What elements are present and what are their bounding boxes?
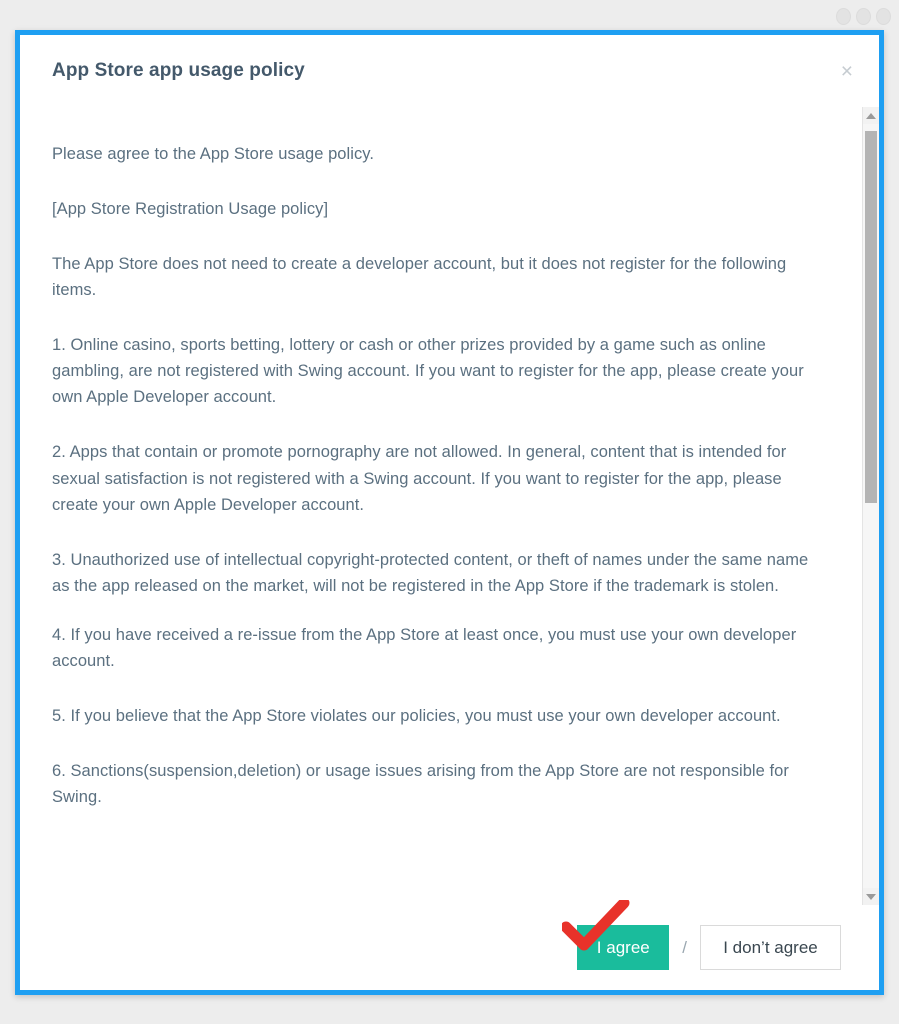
dialog-inner xyxy=(20,35,879,990)
policy-paragraph: 5. If you believe that the App Store violates our policies, you must use your own developer account. xyxy=(52,706,781,725)
policy-paragraph: The App Store does not need to create a developer account, but it does not register for the following items. xyxy=(52,255,787,300)
dialog-header xyxy=(20,35,879,107)
vertical-scrollbar[interactable] xyxy=(862,107,879,905)
window-controls xyxy=(836,8,891,25)
close-icon[interactable]: × xyxy=(840,59,853,83)
scroll-up-arrow-icon[interactable] xyxy=(863,107,879,124)
i-agree-button[interactable]: I agree xyxy=(577,925,669,970)
policy-paragraph: 4. If you have received a re-issue from the App Store at least once, you must use your own developer account. xyxy=(52,625,797,670)
button-separator: / xyxy=(682,937,687,957)
policy-paragraph: 6. Sanctions(suspension,deletion) or usage issues arising from the App Store are not responsible for Swing. xyxy=(52,761,789,806)
i-dont-agree-button[interactable]: I don’t agree xyxy=(700,925,841,970)
minimize-button[interactable] xyxy=(836,8,851,25)
policy-paragraph: [App Store Registration Usage policy] xyxy=(52,200,329,219)
policy-paragraph: 1. Online casino, sports betting, lottery or cash or other prizes provided by a game such as online gambling, are not registered with Swing account. If you want to register for the app, please create your own Apple Developer account. xyxy=(52,336,804,407)
maximize-button[interactable] xyxy=(856,8,871,25)
dialog-title: App Store app usage policy xyxy=(52,60,305,81)
triangle-up-icon xyxy=(866,113,876,119)
scroll-down-arrow-icon[interactable] xyxy=(863,888,879,905)
scrollbar-thumb[interactable] xyxy=(865,131,877,503)
policy-paragraph: 3. Unauthorized use of intellectual copyright-protected content, or theft of names under the same name as the app released on the market, will not be registered in the App Store if the trademark is stolen. xyxy=(52,550,809,595)
triangle-down-icon xyxy=(866,894,876,900)
dialog-body-wrap xyxy=(20,107,879,905)
app-store-usage-policy-dialog xyxy=(15,30,884,995)
dialog-footer xyxy=(20,905,879,990)
close-window-button[interactable] xyxy=(876,8,891,25)
policy-paragraph: 2. Apps that contain or promote pornography are not allowed. In general, content that is intended for sexual satisfaction is not registered with a Swing account. If you want to register for the app, please create your own Apple Developer account. xyxy=(52,443,787,514)
policy-paragraph: Please agree to the App Store usage policy. xyxy=(52,145,374,163)
policy-text-container xyxy=(20,107,862,905)
